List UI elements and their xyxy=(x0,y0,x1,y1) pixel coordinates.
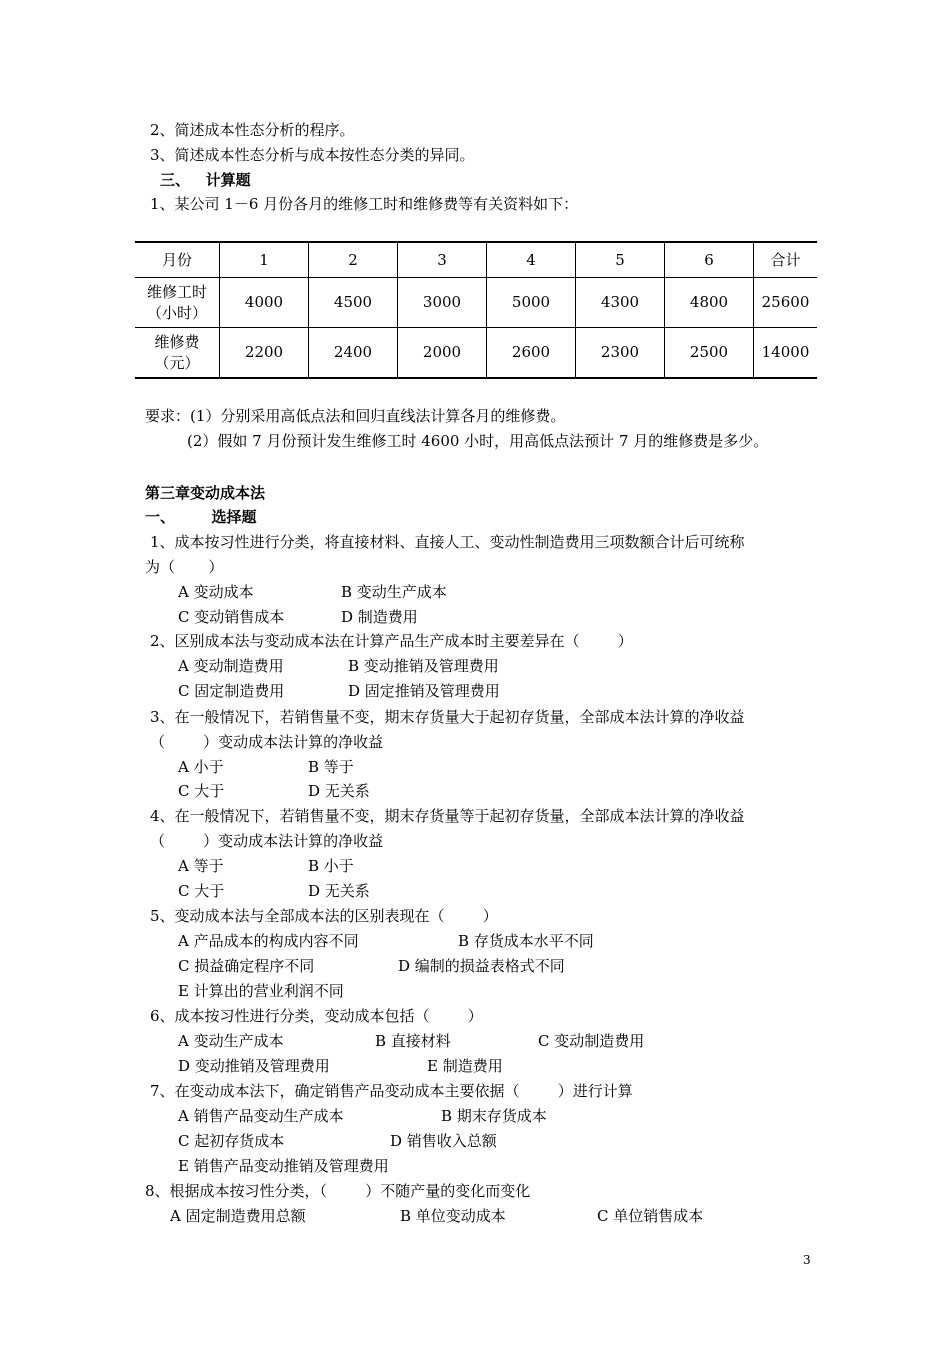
table-row xyxy=(135,328,817,379)
mc-question-3: 3、在一般情况下，若销售量不变，期末存货量大于起初存货量，全部成本法计算的净收益 xyxy=(150,708,745,726)
mc-question-1-cont: 为（ ） xyxy=(145,558,224,576)
question-3: 3、简述成本性态分析与成本按性态分类的异同。 xyxy=(150,146,475,164)
chapter-title: 第三章变动成本法 xyxy=(145,484,266,502)
table-cell: 4000 xyxy=(220,278,309,328)
calc-question-1: 1、某公司 1－6 月份各月的维修工时和维修费等有关资料如下： xyxy=(150,195,579,213)
table-cell: 2600 xyxy=(487,328,576,379)
option: D 销售收入总额 xyxy=(390,1132,497,1150)
mc-question-3-cont: （ ）变动成本法计算的净收益 xyxy=(150,733,384,751)
table-cell: 5000 xyxy=(487,278,576,328)
option: A 变动生产成本 xyxy=(178,1032,284,1050)
table-cell: 25600 xyxy=(754,278,818,328)
mc-question-7: 7、在变动成本法下，确定销售产品变动成本主要依据（ ）进行计算 xyxy=(150,1082,633,1100)
table-row xyxy=(135,278,817,328)
option: B 变动生产成本 xyxy=(341,583,447,601)
table-cell: 4300 xyxy=(576,278,665,328)
table-cell: 4800 xyxy=(665,278,754,328)
mc-question-8: 8、根据成本按习性分类，（ ）不随产量的变化而变化 xyxy=(145,1182,531,1200)
table-cell: 4 xyxy=(487,242,576,278)
table-row-label: 维修工时 （小时） xyxy=(135,278,220,328)
table-cell: 3 xyxy=(398,242,487,278)
requirement-1: 要求：(1）分别采用高低点法和回归直线法计算各月的维修费。 xyxy=(145,407,566,425)
table-cell: 5 xyxy=(576,242,665,278)
mc-question-6: 6、成本按习性进行分类，变动成本包括（ ） xyxy=(150,1007,483,1025)
maintenance-table xyxy=(135,241,817,379)
option: D 变动推销及管理费用 xyxy=(178,1057,330,1075)
table-cell: 2500 xyxy=(665,328,754,379)
option: D 编制的损益表格式不同 xyxy=(398,957,565,975)
option: D 固定推销及管理费用 xyxy=(348,682,500,700)
table-cell: 4500 xyxy=(309,278,398,328)
option: C 损益确定程序不同 xyxy=(178,957,315,975)
table-cell: 6 xyxy=(665,242,754,278)
table-row-label: 维修费 （元） xyxy=(135,328,220,379)
option: D 制造费用 xyxy=(341,608,418,626)
option: C 固定制造费用 xyxy=(178,682,285,700)
option: C 起初存货成本 xyxy=(178,1132,285,1150)
option: C 变动销售成本 xyxy=(178,608,285,626)
table-cell: 2 xyxy=(309,242,398,278)
section-choice-heading: 一、 选择题 xyxy=(145,508,257,526)
table-cell: 14000 xyxy=(754,328,818,379)
option: E 制造费用 xyxy=(427,1057,503,1075)
table-cell: 1 xyxy=(220,242,309,278)
option: B 单位变动成本 xyxy=(400,1207,506,1225)
mc-question-4: 4、在一般情况下，若销售量不变，期末存货量等于起初存货量，全部成本法计算的净收益 xyxy=(150,807,745,825)
option: A 小于 xyxy=(178,758,224,776)
option: C 变动制造费用 xyxy=(538,1032,645,1050)
option: E 销售产品变动推销及管理费用 xyxy=(178,1157,389,1175)
option: B 期末存货成本 xyxy=(441,1107,547,1125)
question-2: 2、简述成本性态分析的程序。 xyxy=(150,121,355,139)
option: B 存货成本水平不同 xyxy=(458,932,594,950)
option: E 计算出的营业利润不同 xyxy=(178,982,344,1000)
mc-question-1: 1、成本按习性进行分类，将直接材料、直接人工、变动性制造费用三项数额合计后可统称 xyxy=(150,533,745,551)
option: C 大于 xyxy=(178,782,225,800)
option: D 无关系 xyxy=(308,882,370,900)
option: A 等于 xyxy=(178,857,224,875)
option: A 销售产品变动生产成本 xyxy=(178,1107,344,1125)
option: B 变动推销及管理费用 xyxy=(348,657,499,675)
table-cell: 3000 xyxy=(398,278,487,328)
option: B 小于 xyxy=(308,857,354,875)
table-cell: 2400 xyxy=(309,328,398,379)
table-cell: 2300 xyxy=(576,328,665,379)
option: D 无关系 xyxy=(308,782,370,800)
option: A 固定制造费用总额 xyxy=(170,1207,306,1225)
section-calc-heading: 三、 计算题 xyxy=(160,171,251,189)
mc-question-5: 5、变动成本法与全部成本法的区别表现在（ ） xyxy=(150,907,498,925)
table-cell: 2000 xyxy=(398,328,487,379)
option: B 等于 xyxy=(308,758,354,776)
option: B 直接材料 xyxy=(375,1032,451,1050)
option: A 变动制造费用 xyxy=(178,657,284,675)
mc-question-2: 2、区别成本法与变动成本法在计算产品生产成本时主要差异在（ ） xyxy=(150,632,633,650)
page-number: 3 xyxy=(803,1253,811,1267)
mc-question-4-cont: （ ）变动成本法计算的净收益 xyxy=(150,832,384,850)
option: A 变动成本 xyxy=(178,583,254,601)
table-cell: 合计 xyxy=(754,242,818,278)
requirement-2: (2）假如 7 月份预计发生维修工时 4600 小时，用高低点法预计 7 月的维修费是多少。 xyxy=(187,432,769,450)
option: C 单位销售成本 xyxy=(597,1207,704,1225)
table-cell: 月份 xyxy=(135,242,220,278)
table-cell: 2200 xyxy=(220,328,309,379)
option: C 大于 xyxy=(178,882,225,900)
option: A 产品成本的构成内容不同 xyxy=(178,932,359,950)
table-header-row xyxy=(135,242,817,278)
